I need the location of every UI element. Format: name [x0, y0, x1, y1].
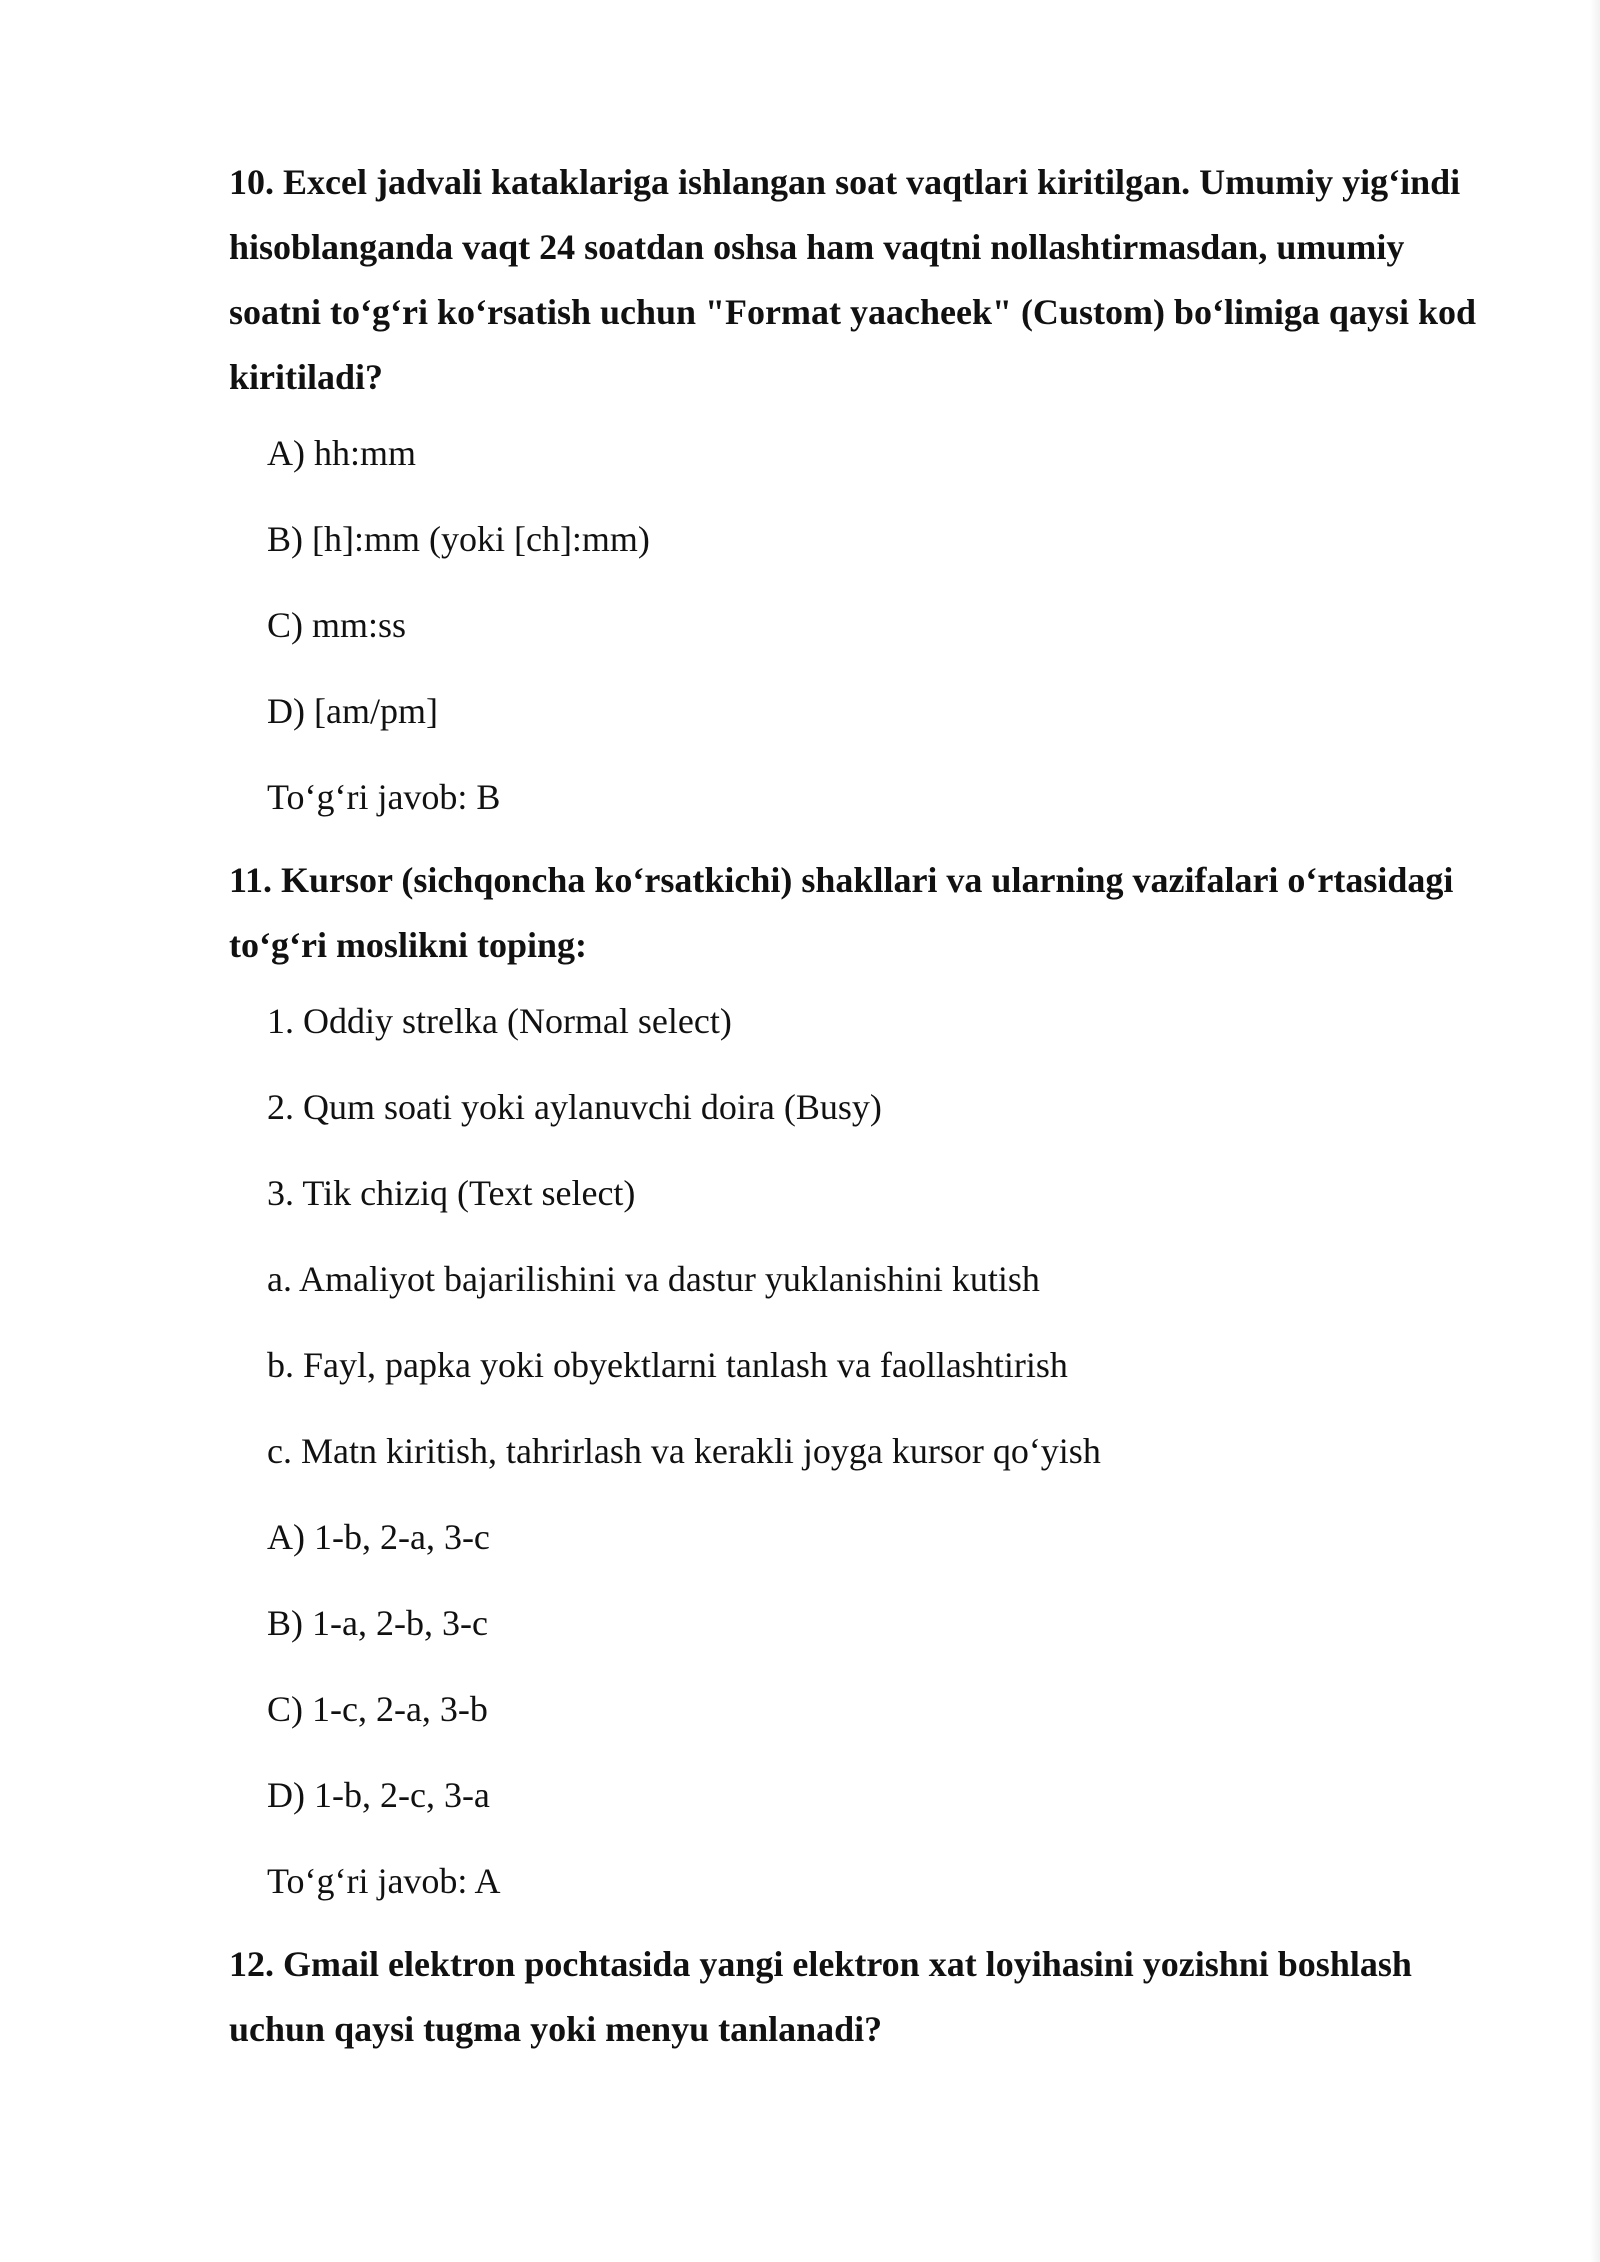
question-11-text: 11. Kursor (sichqoncha ko‘rsatkichi) shakllari va ularning vazifalari o‘rtasidagi to‘g‘ri moslikni toping: [229, 860, 1454, 965]
q11-item-1: 1. Oddiy strelka (Normal select) [267, 1001, 732, 1041]
q10-answer: To‘g‘ri javob: B [267, 777, 501, 817]
page-edge [1590, 0, 1600, 2262]
q11-item-2: 2. Qum soati yoki aylanuvchi doira (Busy) [267, 1087, 882, 1127]
q11-item-3: 3. Tik chiziq (Text select) [267, 1173, 636, 1213]
q11-option-d: D) 1-b, 2-c, 3-a [267, 1775, 490, 1815]
q10-option-c: C) mm:ss [267, 605, 407, 645]
q11-option-b: B) 1-a, 2-b, 3-c [267, 1603, 488, 1643]
q11-option-a: A) 1-b, 2-a, 3-c [267, 1517, 490, 1557]
q10-option-a: A) hh:mm [267, 433, 416, 473]
question-10-text: 10. Excel jadvali kataklariga ishlangan soat vaqtlari kiritilgan. Umumiy yig‘indi hisoblanganda vaqt 24 soatdan oshsa ham vaqtni nollashtirmasdan, umumiy soatni to‘g‘ri ko‘rsatish uchun "Format yaacheek" (Custom) bo‘limiga qaysi kod kiritiladi? [229, 162, 1477, 397]
q11-item-a: a. Amaliyot bajarilishini va dastur yuklanishini kutish [267, 1259, 1040, 1299]
q11-option-c: C) 1-c, 2-a, 3-b [267, 1689, 488, 1729]
q11-item-b: b. Fayl, papka yoki obyektlarni tanlash va faollashtirish [267, 1345, 1068, 1385]
q10-option-b: B) [h]:mm (yoki [ch]:mm) [267, 519, 650, 559]
q11-answer: To‘g‘ri javob: A [267, 1861, 501, 1901]
q10-option-d: D) [am/pm] [267, 691, 438, 731]
q11-item-c: c. Matn kiritish, tahrirlash va kerakli joyga kursor qo‘yish [267, 1431, 1101, 1471]
document-content [229, 150, 1489, 2082]
question-12-text: 12. Gmail elektron pochtasida yangi elektron xat loyihasini yozishni boshlash uchun qaysi tugma yoki menyu tanlanadi? [229, 1944, 1412, 2049]
